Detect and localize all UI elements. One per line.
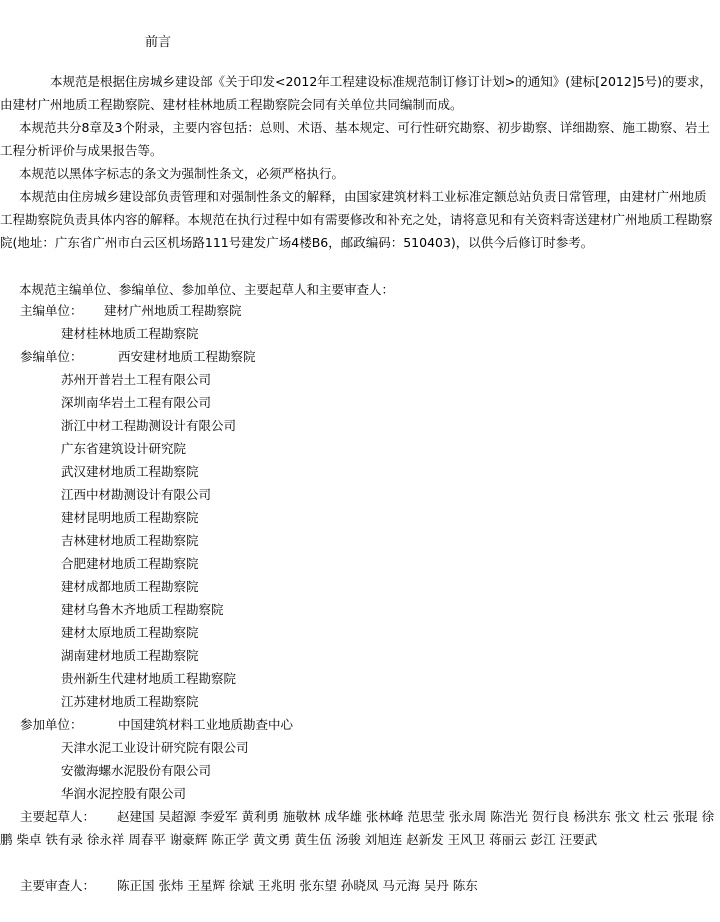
participating-unit-row [0, 621, 716, 644]
paragraph-units-intro: 本规范主编单位、参编单位、参加单位、主要起草人和主要审查人： [19, 282, 395, 297]
participating-unit-row [0, 460, 716, 483]
unit-item: 江西中材勘测设计有限公司 [61, 487, 212, 502]
participating-unit-row [0, 529, 716, 552]
chief-unit-row [0, 299, 716, 322]
participating-unit-row [0, 667, 716, 690]
paragraph-management: 本规范由住房城乡建设部负责管理和对强制性条文的解释，由国家建筑材料工业标准定额总站负责日常管理，由建材广州地质工程勘察院负责具体内容的解释。本规范在执行过程中如有需要修改和补充之处，请将意见和有关资料寄送建材广州地质工程勘察院(地址：广东省广州市白云区机场路111号建发广场4楼B6，邮政编码：510403)，以供今后修订时参考。 [0, 189, 713, 250]
unit-item: 建材乌鲁木齐地质工程勘察院 [61, 602, 224, 617]
participating-unit-row [0, 552, 716, 575]
participating-unit-row [0, 575, 716, 598]
paragraph-contents: 本规范共分8章及3个附录，主要内容包括：总则、术语、基本规定、可行性研究勘察、初步勘察、详细勘察、施工勘察、岩土工程分析评价与成果报告等。 [0, 120, 710, 158]
chief-unit-label: 主编单位： [20, 303, 83, 318]
paragraph-basis: 本规范是根据住房城乡建设部《关于印发<2012年工程建设标准规范制订修订计划>的通知》(建标[2012]5号)的要求，由建材广州地质工程勘察院、建材桂林地质工程勘察院会同有关单位共同编制而成。 [0, 74, 713, 112]
participating-unit-row [0, 598, 716, 621]
participating-unit-row [0, 368, 716, 391]
unit-item: 吉林建材地质工程勘察院 [61, 533, 199, 548]
unit-item: 安徽海螺水泥股份有限公司 [61, 763, 212, 778]
unit-item: 江苏建材地质工程勘察院 [61, 694, 199, 709]
unit-item: 建材成都地质工程勘察院 [61, 579, 199, 594]
page-title: 前言 [145, 35, 172, 50]
unit-item: 建材广州地质工程勘察院 [104, 303, 242, 318]
reviewers-block [0, 874, 716, 897]
reviewers-label: 主要审查人： [20, 878, 96, 893]
unit-item: 浙江中材工程勘测设计有限公司 [61, 418, 237, 433]
drafters-names: 赵建国 吴超源 李爱军 黄利勇 施敬林 成华雄 张林峰 范思莹 张永周 陈浩光 贺行良 杨洪东 张文 杜云 张琨 徐鹏 柴卓 铁有录 徐永祥 周春平 谢豪辉 陈正学 黄文勇 黄生伍 汤骏 刘旭连 赵新发 王风卫 蒋丽云 彭江 汪要武 [0, 809, 715, 847]
participating-unit-row [0, 437, 716, 460]
participating-unit-row [0, 483, 716, 506]
unit-item: 中国建筑材料工业地质勘查中心 [118, 717, 294, 732]
unit-item: 建材昆明地质工程勘察院 [61, 510, 199, 525]
joining-unit-row [0, 759, 716, 782]
unit-item: 华润水泥控股有限公司 [61, 786, 187, 801]
joining-unit-row [0, 736, 716, 759]
drafters-label: 主要起草人： [20, 809, 96, 824]
unit-item: 西安建材地质工程勘察院 [118, 349, 256, 364]
joining-unit-row [0, 782, 716, 805]
participating-unit-row [0, 391, 716, 414]
joining-unit-row [0, 713, 716, 736]
unit-item: 建材桂林地质工程勘察院 [61, 326, 199, 341]
participating-unit-row [0, 644, 716, 667]
unit-item: 苏州开普岩土工程有限公司 [61, 372, 212, 387]
unit-item: 湖南建材地质工程勘察院 [61, 648, 199, 663]
unit-item: 武汉建材地质工程勘察院 [61, 464, 199, 479]
participating-unit-row [0, 414, 716, 437]
chief-unit-row [0, 322, 716, 345]
reviewers-names: 陈正国 张炜 王星辉 徐斌 王兆明 张东望 孙晓凤 马元海 吴丹 陈东 [117, 878, 478, 893]
unit-item: 建材太原地质工程勘察院 [61, 625, 199, 640]
participating-unit-label: 参编单位： [20, 349, 83, 364]
unit-item: 合肥建材地质工程勘察院 [61, 556, 199, 571]
unit-item: 深圳南华岩土工程有限公司 [61, 395, 212, 410]
paragraph-mandatory: 本规范以黑体字标志的条文为强制性条文，必须严格执行。 [19, 166, 345, 181]
drafters-block [0, 805, 716, 851]
participating-unit-row [0, 690, 716, 713]
participating-unit-row [0, 506, 716, 529]
joining-unit-label: 参加单位： [20, 717, 83, 732]
participating-unit-row [0, 345, 716, 368]
unit-item: 广东省建筑设计研究院 [61, 441, 187, 456]
unit-item: 贵州新生代建材地质工程勘察院 [61, 671, 237, 686]
unit-item: 天津水泥工业设计研究院有限公司 [61, 740, 249, 755]
